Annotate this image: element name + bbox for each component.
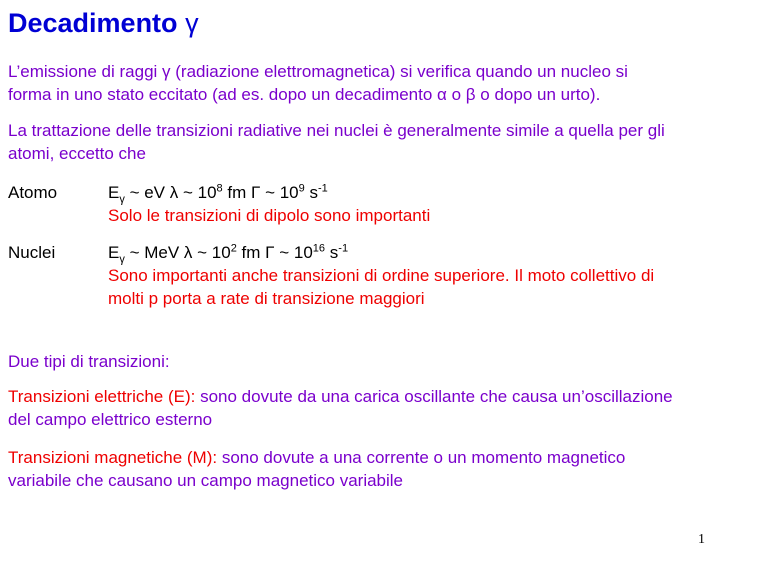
intro-line-2: forma in uno stato eccitato (ad es. dopo un decadimento α o β o dopo un urto). <box>8 85 601 104</box>
types-heading: Due tipi di transizioni: <box>8 352 170 371</box>
electric-transitions: Transizioni elettriche (E): sono dovute da una carica oscillante che causa un’oscillazione del campo elettrico esterno <box>8 387 673 429</box>
page-number: 1 <box>698 532 705 547</box>
magnetic-desc: sono dovute a una corrente o un momento magnetico <box>217 448 626 467</box>
gamma-symbol: γ <box>185 8 199 38</box>
page-title <box>8 8 199 39</box>
magnetic-transitions: Transizioni magnetiche (M): sono dovute a una corrente o un momento magnetico variabile che causano un campo magnetico variabile <box>8 448 626 490</box>
atom-values: $E_\gamma$ ~ eV λ ~ $10^8$ fm Γ ~ $10^9$ $s^{-1}$ <box>108 182 328 206</box>
nuclei-note: Sono importanti anche transizioni di ordine superiore. Il moto collettivo di molti p porta a rate di transizione maggiori <box>108 266 655 308</box>
electric-term: Transizioni elettriche (E): <box>8 387 196 406</box>
comparison-line-2: atomi, eccetto che <box>8 144 146 163</box>
intro-paragraph <box>8 60 628 106</box>
nuclei-values: $E_\gamma$ ~ MeV λ ~ $10^2$ fm Γ ~ $10^{16}$ $s^{-1}$ <box>108 242 349 266</box>
title-text: Decadimento <box>8 8 178 38</box>
comparison-line-1: La trattazione delle transizioni radiative nei nuclei è generalmente simile a quella per gli <box>8 121 665 140</box>
nuclei-label: Nuclei <box>8 243 56 262</box>
electric-desc: sono dovute da una carica oscillante che causa un’oscillazione <box>195 387 673 406</box>
atom-label: Atomo <box>8 183 58 202</box>
atom-note: Solo le transizioni di dipolo sono importanti <box>108 206 431 225</box>
comparison-paragraph <box>8 119 665 165</box>
magnetic-term: Transizioni magnetiche (M): <box>8 448 218 467</box>
intro-line-1: L’emissione di raggi γ (radiazione elettromagnetica) si verifica quando un nucleo si <box>8 62 628 81</box>
